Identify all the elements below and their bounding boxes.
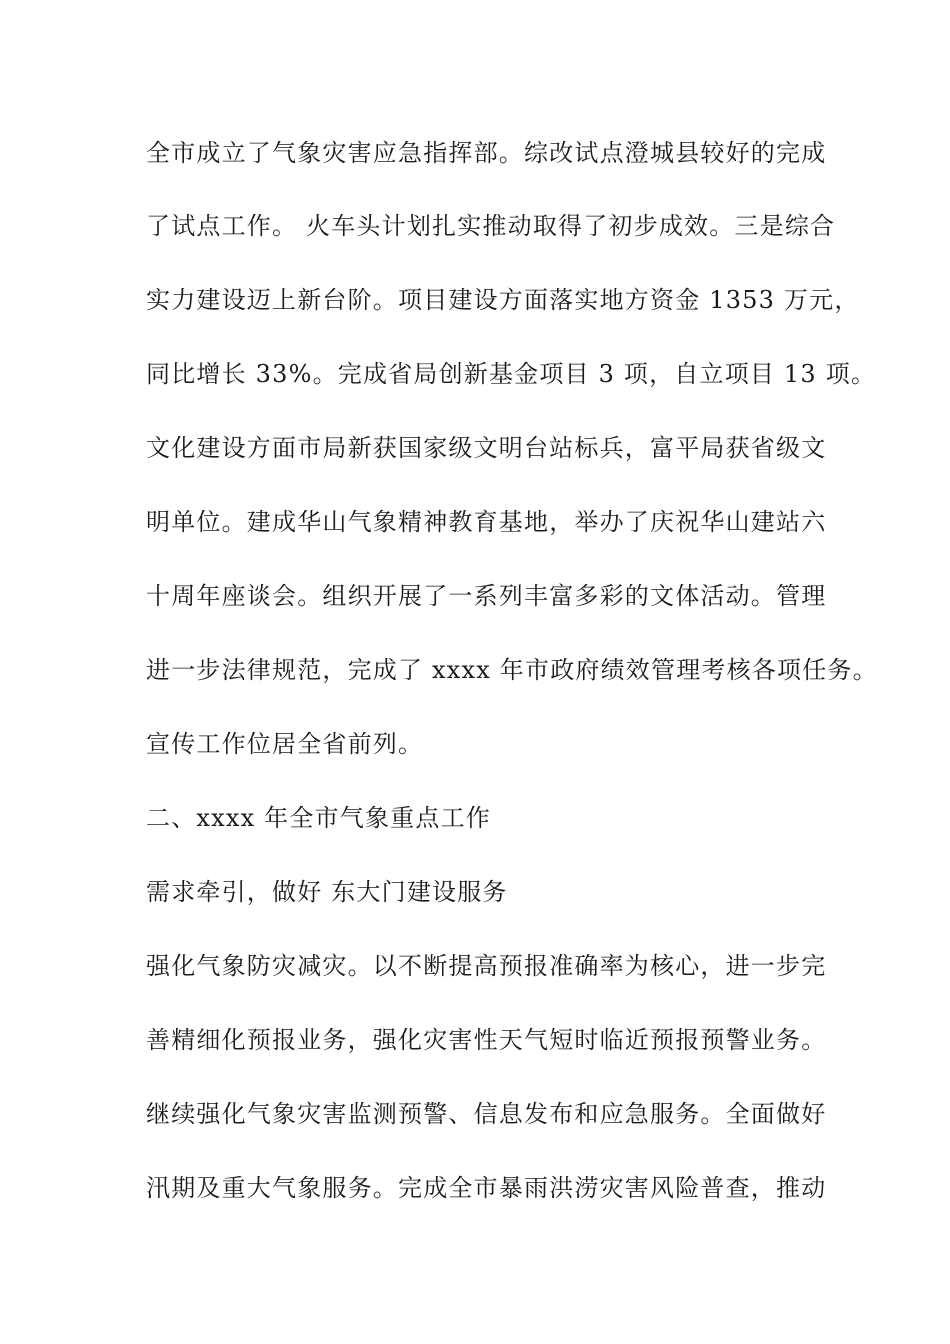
subsection-heading: 需求牵引，做好 东大门建设服务 bbox=[146, 878, 508, 906]
text-line: 明单位。建成华山气象精神教育基地，举办了庆祝华山建站六 bbox=[146, 508, 827, 536]
text-line: 继续强化气象灾害监测预警、信息发布和应急服务。全面做好 bbox=[146, 1100, 827, 1128]
text-line: 文化建设方面市局新获国家级文明台站标兵，富平局获省级文 bbox=[146, 434, 827, 462]
text-line: 同比增长 33%。完成省局创新基金项目 3 项，自立项目 13 项。 bbox=[146, 360, 877, 388]
text-line: 汛期及重大气象服务。完成全市暴雨洪涝灾害风险普查，推动 bbox=[146, 1174, 827, 1202]
text-line: 强化气象防灾减灾。以不断提高预报准确率为核心，进一步完 bbox=[146, 952, 827, 980]
section-heading: 二、xxxx 年全市气象重点工作 bbox=[146, 804, 491, 832]
text-line: 宣传工作位居全省前列。 bbox=[146, 730, 424, 758]
text-line: 了试点工作。 火车头计划扎实推动取得了初步成效。三是综合 bbox=[146, 212, 836, 240]
text-line: 进一步法律规范，完成了 xxxx 年市政府绩效管理考核各项任务。 bbox=[146, 656, 878, 684]
text-line: 十周年座谈会。组织开展了一系列丰富多彩的文体活动。管理 bbox=[146, 582, 827, 610]
text-line: 全市成立了气象灾害应急指挥部。综改试点澄城县较好的完成 bbox=[146, 139, 827, 167]
text-line: 实力建设迈上新台阶。项目建设方面落实地方资金 1353 万元， bbox=[146, 286, 860, 314]
text-line: 善精细化预报业务，强化灾害性天气短时临近预报预警业务。 bbox=[146, 1026, 827, 1054]
